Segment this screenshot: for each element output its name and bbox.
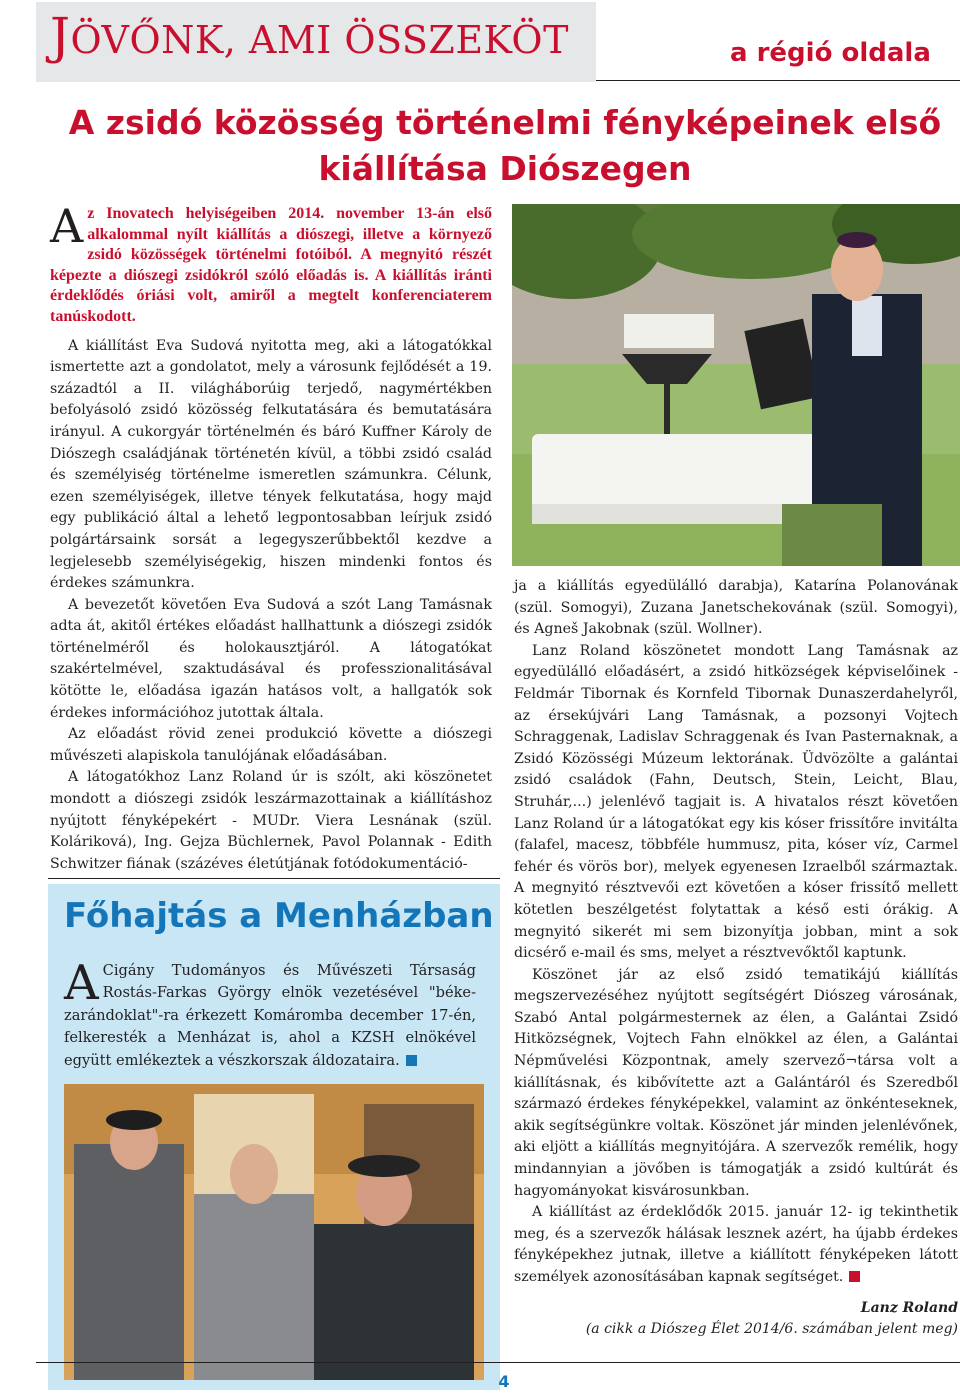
box-dropcap: A [64, 955, 99, 1011]
box-text [64, 955, 476, 1072]
speaker-photo [512, 204, 960, 566]
author-name: Lanz Roland [860, 1300, 958, 1316]
lead-paragraph [50, 199, 492, 328]
menhaz-photo [64, 1084, 484, 1380]
box-body: Cigány Tudományos és Művészeti Társaság Rostás-Farkas György elnök vezetésével "béke-zarándoklat"-ra érkezett Komáromba december 17-én, felkeresték a Menházat is, ahol a KZSH elnökével együtt emlékeztek a vészkorszak áldozataira. [64, 962, 476, 1069]
speaker-photo-illustration [512, 204, 960, 566]
menhaz-photo-illustration [64, 1084, 484, 1380]
body-paragraph [514, 1202, 958, 1288]
article-signature [560, 1298, 958, 1340]
right-column [514, 576, 958, 1289]
masthead-title [50, 8, 569, 68]
masthead-title-rest: ÖVŐNK, AMI ÖSSZEKÖT [70, 18, 569, 62]
masthead-title-initial: J [50, 7, 71, 65]
section-label: a régió oldala [730, 38, 931, 68]
end-mark-icon [406, 1055, 417, 1066]
left-column [50, 199, 492, 875]
article-headline [50, 100, 960, 192]
page-number: 4 [498, 1372, 510, 1391]
body-paragraph: A kiállítást Eva Sudová nyitotta meg, aki a látogatókkal ismertette azt a gondolatot, mely a városunk fejlődését a 19. századtól a II. világháborúig terjedő, nagymértékben befolyásoló zsidó közösség felkutatására és bemutatására irányul. A cukorgyár történelmén és báró Kuffner Károly de Diószegh családjának történetén kívül, a többi zsidó család és személyiség történelme ismeretlen számunkra. Célunk, ezen személyiségek, illetve tények felkutatása, hogy majd egy publikáció által a lehető legpontosabban leírjuk zsidó polgártársaink sorsát a legegyszerűbbektől kezdve a legjelesebb személyiségekig, hiszen mindenki fontos és érdekes számunkra. [50, 337, 492, 592]
box-title: Főhajtás a Menházban [64, 896, 494, 936]
body-paragraph: A látogatókhoz Lanz Roland úr is szólt, aki köszönetet mondott a diószegi zsidók leszármazottainak a kiállításhoz nyújtott fényképekért - MUDr. Viera Lesnának (szül. Koláriková), Ing. Gejza Büchlernek, Pavol Polannak - Edith Schwitzer fiának (százéves életútjának fotódokumentáció- [50, 769, 492, 872]
source-note: (a cikk a Diószeg Élet 2014/6. számában jelent meg) [585, 1321, 958, 1337]
masthead-rule [596, 80, 960, 81]
closing-text: A kiállítást az érdeklődők 2015. január 12- ig tekinthetik meg, és a szervezők hálásak lesznek azért, ha újabb érdekes fényképekhez jutnak, illetve a kiállított fényképeken látott személyek azonosításában kapnak segítséget. [514, 1204, 958, 1285]
body-paragraph: A bevezetőt követően Eva Sudová a szót Lang Tamásnak adta át, akitől értékes előadást hallhattunk a diószegi zsidók történelméről és holokausztjáról. A látogatókat szakértelmével, szaktudásával és professzionalitásával kötötte le, előadása igazán hatásos volt, a hallgatók sok érdekes információhoz jutottak általa. [50, 596, 492, 721]
headline-line-2: kiállítása Diószegen [318, 149, 692, 188]
body-paragraph: ja a kiállítás egyedülálló darabja), Katarína Polanovának (szül. Somogyi), Zuzana Janetschekovának (szül. Somogyi), és Agneš Jakobnak (szül. Wollner). [514, 578, 958, 638]
body-paragraph: Lanz Roland köszönetet mondott Lang Tamásnak az egyedülálló előadásért, a zsidó hitközségek képviselőinek - Feldmár Tibornak és Kornfeld Tibornak Dunaszerdahelyről, az érsekújvári Lang Tamásnak, a pozsonyi Vojtech Schraggenak, Ladislav Schraggenak és Ivan Pasternaknak, a Zsidó Közösségi Múzeum lektorának. Üdvözölte a galántai zsidó családok (Fahn, Deutsch, Stein, Leicht, Blau, Struhár,...) jelenlévő tagjait is. A hivatalos részt követően Lanz Roland úr a látogatókat egy kis kóser frissítőre invitálta (falafel, macesz, többféle hummusz, pita, kóser víz, Carmel fehér és vörös bor), melyek egyenesen Izraelből származtak. A megnyitó résztvevői ezt követően a kóser frissítő mellett kötetlen beszélgetést folytattak a késő esti órákig. A megnyitó sikerét mi sem bizonyítja jobban, mint a sok dicsérő e-mail és sms, melyet a résztvevőktől kaptunk. [514, 642, 958, 962]
headline-line-1: A zsidó közösség történelmi fényképeinek első [68, 103, 942, 142]
box-rule [48, 878, 500, 879]
body-paragraph: Az előadást rövid zenei produkció követte a diószegi művészeti alapiskola tanulójának előadásában. [50, 726, 492, 764]
lead-dropcap: A [50, 199, 84, 253]
end-mark-icon [849, 1271, 860, 1282]
footer-rule [36, 1362, 960, 1363]
lead-text: z Inovatech helyiségeiben 2014. november 13-án első alkalommal nyílt kiállítás a diószegi, illetve a környező zsidó közösségek történelmi fotóiból. A megnyitó részét képezte a diószegi zsidókról szóló előadás is. A kiállítás iránti érdeklődés óriási volt, amiről a megtelt konferenciaterem tanúskodott. [50, 205, 492, 325]
body-paragraph: Köszönet jár az első zsidó tematikájú kiállítás megszervezéséhez nyújtott segítségért Diószeg városának, Szabó Antal polgármesternek az élen, a Galántai Zsidó Hitközségnek, Vojtech Fahn elnökkel az élen, a Galántai Népművelési Központnak, amely szervező¬társa volt a kiállításnak, és kibővítette azt a Galántáról és Szeredből származó érdekes fényképekkel, valamint az önkénteseknek, akik segítségünkre voltak. Köszönet jár minden jelenlévőnek, aki eljött a kiállítás megnyitójára. A szervezők remélik, hogy mindannyian a jövőben is támogatják a zsidó kultúrát és hagyományokat kisvárosunkban. [514, 966, 958, 1199]
